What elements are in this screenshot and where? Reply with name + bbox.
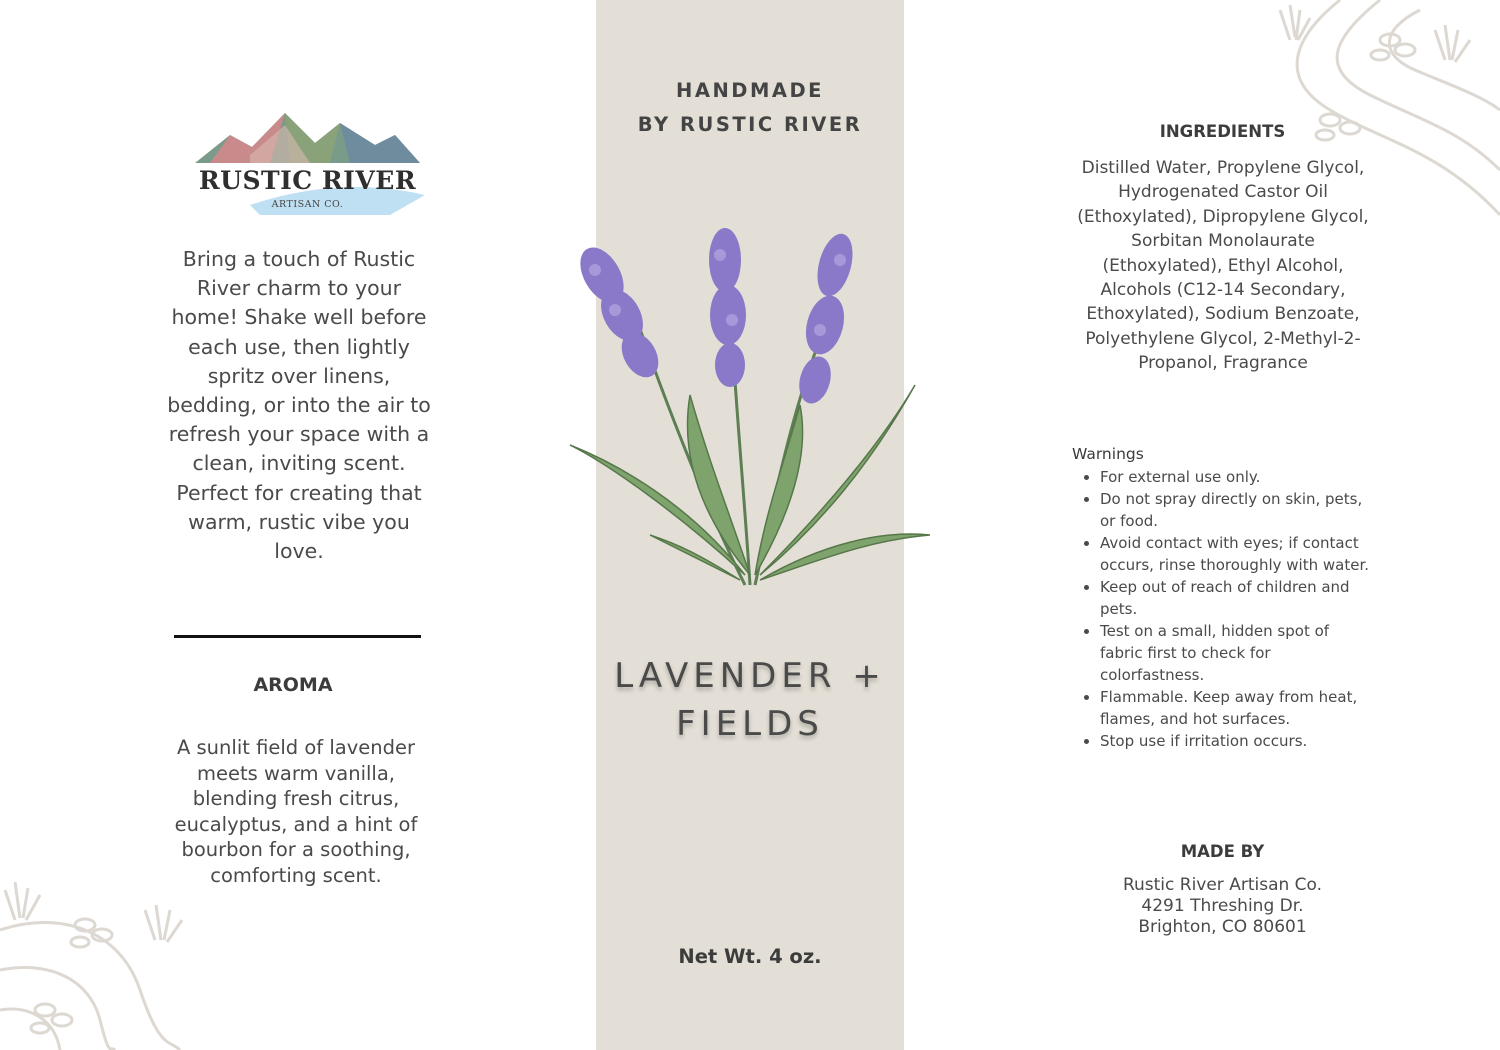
warning-item: • Flammable. Keep away from heat, flames, and hot surfaces. bbox=[1100, 686, 1372, 730]
ingredients-text: Distilled Water, Propylene Glycol, Hydrogenated Castor Oil (Ethoxylated), Dipropylene Glycol, Sorbitan Monolaurate (Ethoxylated), Ethyl Alcohol, Alcohols (C12-14 Secondary, Ethoxylated), Sodium Benzoate, Polyethylene Glycol, 2-Methyl-2-Propanol, Fragrance bbox=[1077, 158, 1369, 374]
warning-item: • Keep out of reach of children and pets. bbox=[1100, 576, 1372, 620]
warnings-heading: Warnings bbox=[1072, 445, 1144, 463]
product-name-line-2: FIELDS bbox=[676, 704, 824, 744]
made-by-street: 4291 Threshing Dr. bbox=[1141, 896, 1304, 916]
product-name bbox=[596, 652, 904, 748]
handmade-line-1: HANDMADE bbox=[676, 79, 824, 102]
made-by-heading: MADE BY bbox=[1180, 842, 1265, 861]
brand-name: RUSTIC RIVER bbox=[198, 166, 417, 195]
lavender-illustration-icon bbox=[560, 215, 940, 600]
aroma-description: A sunlit field of lavender meets warm vanilla, blending fresh citrus, eucalyptus, and a hint of bourbon for a soothing, comforting scent. bbox=[174, 736, 418, 887]
warning-item: • Test on a small, hidden spot of fabric first to check for colorfastness. bbox=[1100, 620, 1372, 686]
warning-item: • Avoid contact with eyes; if contact occurs, rinse thoroughly with water. bbox=[1100, 532, 1372, 576]
aroma-heading: AROMA bbox=[253, 674, 333, 696]
product-name-line-1: LAVENDER + bbox=[614, 656, 886, 696]
intro-text: Bring a touch of Rustic River charm to your home! Shake well before each use, then lightly spritz over linens, bedding, or into the air to refresh your space with a clean, inviting scent. Perfect for creating that warm, rustic vibe you love. bbox=[167, 247, 431, 564]
warning-item: • Stop use if irritation occurs. bbox=[1100, 730, 1372, 752]
brand-subtitle: ARTISAN CO. bbox=[271, 199, 344, 210]
warnings-list bbox=[1072, 466, 1372, 752]
made-by-company: Rustic River Artisan Co. bbox=[1122, 875, 1323, 895]
net-weight: Net Wt. 4 oz. bbox=[678, 945, 822, 968]
handmade-label bbox=[600, 74, 900, 142]
ingredients-heading: INGREDIENTS bbox=[1159, 122, 1286, 141]
handmade-line-2: BY RUSTIC RIVER bbox=[637, 113, 863, 136]
divider-line bbox=[174, 635, 421, 638]
warning-item: • Do not spray directly on skin, pets, or food. bbox=[1100, 488, 1372, 532]
river-decoration-bottom-icon bbox=[0, 870, 210, 1050]
made-by-city: Brighton, CO 80601 bbox=[1138, 917, 1307, 937]
warning-item: • For external use only. bbox=[1100, 466, 1372, 488]
